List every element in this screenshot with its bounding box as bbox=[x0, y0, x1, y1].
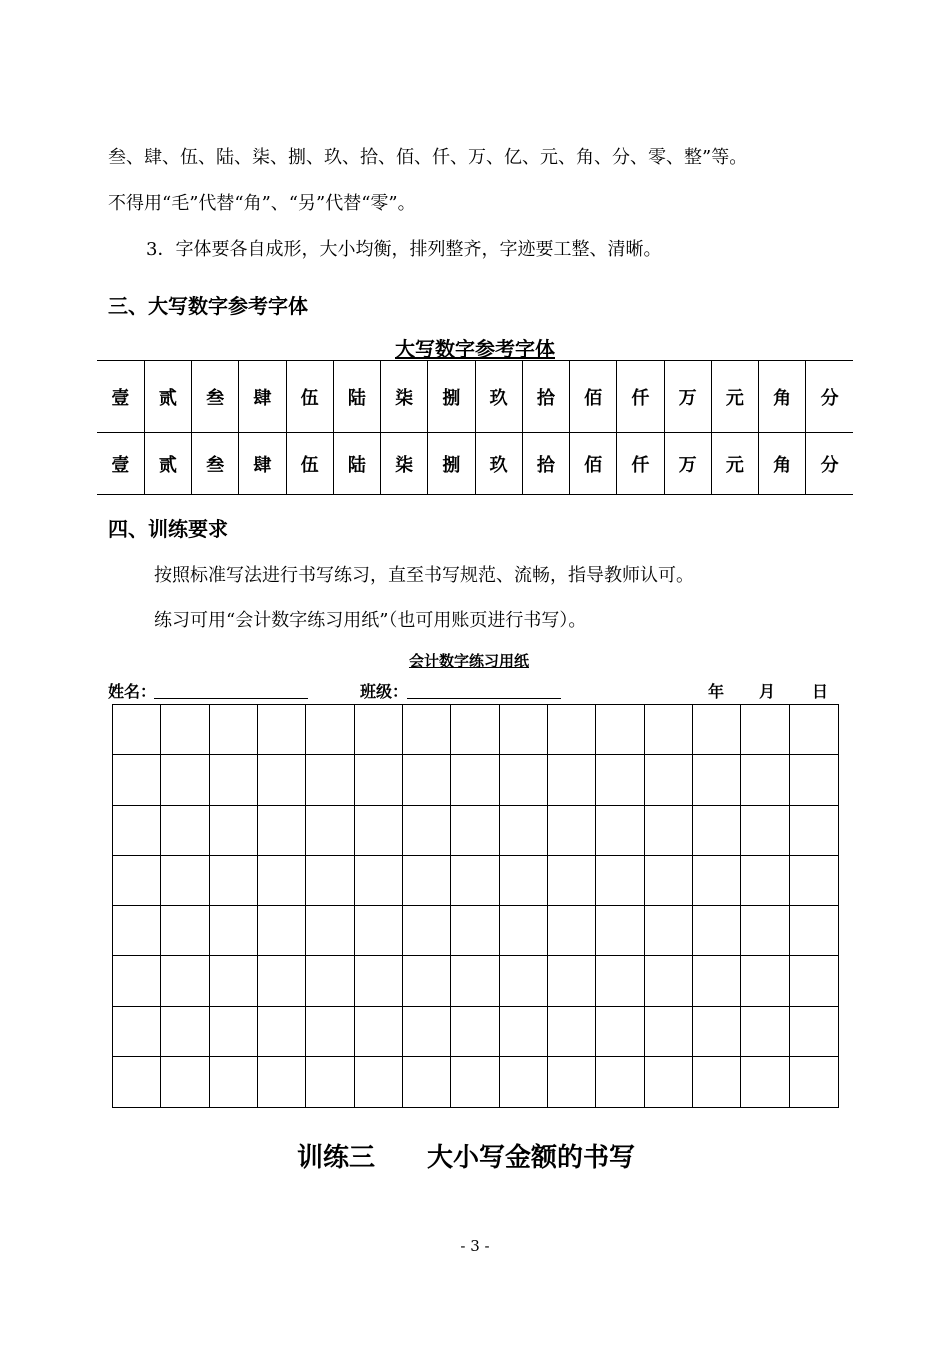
reference-char: 角 bbox=[759, 361, 806, 433]
practice-cell[interactable] bbox=[596, 956, 644, 1006]
reference-char: 万 bbox=[664, 433, 711, 495]
practice-cell[interactable] bbox=[790, 755, 838, 805]
practice-cell[interactable] bbox=[113, 1007, 161, 1057]
practice-cell[interactable] bbox=[403, 806, 451, 856]
section-3-heading: 三、大写数字参考字体 bbox=[108, 294, 308, 318]
practice-cell[interactable] bbox=[306, 956, 354, 1006]
practice-cell[interactable] bbox=[548, 705, 596, 755]
practice-cell[interactable] bbox=[451, 705, 499, 755]
practice-cell[interactable] bbox=[403, 705, 451, 755]
reference-char: 壹 bbox=[97, 433, 144, 495]
practice-cell[interactable] bbox=[355, 705, 403, 755]
practice-cell[interactable] bbox=[741, 1007, 789, 1057]
reference-char: 拾 bbox=[522, 361, 569, 433]
practice-cell[interactable] bbox=[596, 856, 644, 906]
reference-char: 元 bbox=[711, 361, 758, 433]
practice-cell[interactable] bbox=[741, 755, 789, 805]
reference-char: 分 bbox=[806, 433, 853, 495]
practice-cell[interactable] bbox=[790, 1007, 838, 1057]
reference-char: 佰 bbox=[570, 433, 617, 495]
practice-cell[interactable] bbox=[790, 806, 838, 856]
practice-cell[interactable] bbox=[451, 1007, 499, 1057]
practice-cell[interactable] bbox=[113, 806, 161, 856]
practice-cell[interactable] bbox=[258, 705, 306, 755]
practice-cell[interactable] bbox=[210, 856, 258, 906]
practice-cell[interactable] bbox=[790, 956, 838, 1006]
month-label: 月 bbox=[759, 682, 776, 701]
reference-row-1 bbox=[97, 361, 853, 433]
practice-cell[interactable] bbox=[548, 956, 596, 1006]
practice-cell[interactable] bbox=[258, 806, 306, 856]
practice-cell[interactable] bbox=[258, 906, 306, 956]
practice-cell[interactable] bbox=[790, 906, 838, 956]
practice-cell[interactable] bbox=[355, 856, 403, 906]
practice-cell[interactable] bbox=[258, 755, 306, 805]
practice-cell[interactable] bbox=[210, 1007, 258, 1057]
practice-cell[interactable] bbox=[113, 1057, 161, 1107]
paragraph-line-3: 3．字体要各自成形，大小均衡，排列整齐，字迹要工整、清晰。 bbox=[146, 239, 662, 260]
practice-cell[interactable] bbox=[500, 1057, 548, 1107]
name-label: 姓名： bbox=[108, 682, 157, 701]
paragraph-line-2: 不得用“毛”代替“角”、“另”代替“零”。 bbox=[108, 193, 416, 214]
practice-cell[interactable] bbox=[548, 1057, 596, 1107]
practice-cell[interactable] bbox=[596, 1057, 644, 1107]
practice-cell[interactable] bbox=[210, 1057, 258, 1107]
practice-cell[interactable] bbox=[790, 856, 838, 906]
practice-cell[interactable] bbox=[306, 806, 354, 856]
practice-cell[interactable] bbox=[161, 956, 209, 1006]
practice-cell[interactable] bbox=[693, 1057, 741, 1107]
reference-char: 捌 bbox=[428, 433, 475, 495]
practice-cell[interactable] bbox=[741, 956, 789, 1006]
practice-cell[interactable] bbox=[741, 856, 789, 906]
practice-cell[interactable] bbox=[451, 1057, 499, 1107]
practice-cell[interactable] bbox=[306, 705, 354, 755]
practice-cell[interactable] bbox=[403, 906, 451, 956]
practice-cell[interactable] bbox=[306, 906, 354, 956]
practice-cell[interactable] bbox=[210, 755, 258, 805]
practice-cell[interactable] bbox=[500, 755, 548, 805]
practice-cell[interactable] bbox=[355, 1057, 403, 1107]
practice-cell[interactable] bbox=[210, 906, 258, 956]
reference-char: 角 bbox=[759, 433, 806, 495]
practice-cell[interactable] bbox=[548, 806, 596, 856]
practice-cell[interactable] bbox=[355, 755, 403, 805]
practice-cell[interactable] bbox=[451, 956, 499, 1006]
practice-cell[interactable] bbox=[258, 1057, 306, 1107]
practice-cell[interactable] bbox=[693, 806, 741, 856]
section-4-paragraph-1: 按照标准写法进行书写练习，直至书写规范、流畅，指导教师认可。 bbox=[154, 565, 694, 586]
practice-sheet-title: 会计数字练习用纸 bbox=[408, 652, 529, 670]
reference-char: 佰 bbox=[570, 361, 617, 433]
practice-cell[interactable] bbox=[596, 755, 644, 805]
reference-char: 拾 bbox=[522, 433, 569, 495]
year-label: 年 bbox=[708, 682, 725, 701]
reference-char: 陆 bbox=[333, 361, 380, 433]
practice-cell[interactable] bbox=[693, 1007, 741, 1057]
reference-char: 仟 bbox=[617, 361, 664, 433]
practice-cell[interactable] bbox=[500, 806, 548, 856]
practice-cell[interactable] bbox=[500, 705, 548, 755]
practice-cell[interactable] bbox=[645, 755, 693, 805]
practice-cell[interactable] bbox=[355, 956, 403, 1006]
practice-cell[interactable] bbox=[258, 856, 306, 906]
reference-char: 叁 bbox=[192, 433, 239, 495]
practice-cell[interactable] bbox=[596, 705, 644, 755]
practice-cell[interactable] bbox=[355, 806, 403, 856]
reference-char: 肆 bbox=[239, 433, 286, 495]
practice-cell[interactable] bbox=[500, 906, 548, 956]
practice-cell[interactable] bbox=[693, 856, 741, 906]
practice-cell[interactable] bbox=[645, 1007, 693, 1057]
paragraph-line-1: 叁、肆、伍、陆、柒、捌、玖、拾、佰、仟、万、亿、元、角、分、零、整”等。 bbox=[108, 147, 748, 168]
training-3-title: 大小写金额的书写 bbox=[427, 1143, 636, 1173]
practice-cell[interactable] bbox=[451, 806, 499, 856]
practice-cell[interactable] bbox=[500, 1007, 548, 1057]
reference-char: 陆 bbox=[333, 433, 380, 495]
practice-cell[interactable] bbox=[161, 1057, 209, 1107]
practice-cell[interactable] bbox=[790, 1057, 838, 1107]
practice-cell[interactable] bbox=[306, 1057, 354, 1107]
practice-cell[interactable] bbox=[451, 856, 499, 906]
practice-cell[interactable] bbox=[741, 1057, 789, 1107]
practice-cell[interactable] bbox=[548, 856, 596, 906]
practice-cell[interactable] bbox=[741, 906, 789, 956]
practice-cell[interactable] bbox=[596, 906, 644, 956]
practice-cell[interactable] bbox=[113, 755, 161, 805]
reference-char: 肆 bbox=[239, 361, 286, 433]
practice-cell[interactable] bbox=[741, 705, 789, 755]
practice-cell[interactable] bbox=[258, 956, 306, 1006]
practice-cell[interactable] bbox=[645, 906, 693, 956]
practice-cell[interactable] bbox=[500, 856, 548, 906]
practice-cell[interactable] bbox=[113, 705, 161, 755]
reference-char: 柒 bbox=[381, 361, 428, 433]
practice-cell[interactable] bbox=[113, 906, 161, 956]
practice-cell[interactable] bbox=[210, 705, 258, 755]
practice-cell[interactable] bbox=[113, 856, 161, 906]
practice-cell[interactable] bbox=[645, 1057, 693, 1107]
practice-cell[interactable] bbox=[161, 705, 209, 755]
reference-char: 伍 bbox=[286, 361, 333, 433]
page-number: - 3 - bbox=[460, 1237, 490, 1255]
practice-cell[interactable] bbox=[403, 956, 451, 1006]
day-label: 日 bbox=[812, 682, 829, 701]
practice-cell[interactable] bbox=[645, 705, 693, 755]
practice-cell[interactable] bbox=[548, 755, 596, 805]
reference-char: 玖 bbox=[475, 361, 522, 433]
reference-chars-table bbox=[97, 360, 853, 495]
class-blank[interactable] bbox=[407, 680, 561, 699]
practice-cell[interactable] bbox=[693, 956, 741, 1006]
practice-cell[interactable] bbox=[210, 806, 258, 856]
practice-cell[interactable] bbox=[403, 1057, 451, 1107]
practice-cell[interactable] bbox=[210, 956, 258, 1006]
practice-cell[interactable] bbox=[161, 856, 209, 906]
practice-cell[interactable] bbox=[645, 806, 693, 856]
reference-char: 壹 bbox=[97, 361, 144, 433]
reference-row-2 bbox=[97, 433, 853, 495]
training-3-label: 训练三 bbox=[297, 1143, 376, 1173]
reference-char: 仟 bbox=[617, 433, 664, 495]
practice-cell[interactable] bbox=[403, 1007, 451, 1057]
reference-char: 捌 bbox=[428, 361, 475, 433]
practice-cell[interactable] bbox=[693, 906, 741, 956]
practice-cell[interactable] bbox=[500, 956, 548, 1006]
practice-cell[interactable] bbox=[113, 956, 161, 1006]
reference-char: 分 bbox=[806, 361, 853, 433]
reference-char: 贰 bbox=[144, 361, 191, 433]
practice-cell[interactable] bbox=[161, 1007, 209, 1057]
reference-char: 叁 bbox=[192, 361, 239, 433]
class-label: 班级： bbox=[360, 682, 409, 701]
practice-cell[interactable] bbox=[693, 705, 741, 755]
reference-char: 元 bbox=[711, 433, 758, 495]
practice-cell[interactable] bbox=[596, 806, 644, 856]
practice-cell[interactable] bbox=[161, 906, 209, 956]
practice-cell[interactable] bbox=[258, 1007, 306, 1057]
reference-char: 贰 bbox=[144, 433, 191, 495]
practice-cell[interactable] bbox=[741, 806, 789, 856]
practice-cell[interactable] bbox=[645, 856, 693, 906]
practice-cell[interactable] bbox=[306, 1007, 354, 1057]
practice-cell[interactable] bbox=[548, 1007, 596, 1057]
reference-char: 柒 bbox=[381, 433, 428, 495]
practice-cell[interactable] bbox=[161, 806, 209, 856]
practice-grid bbox=[112, 704, 839, 1108]
practice-cell[interactable] bbox=[790, 705, 838, 755]
practice-cell[interactable] bbox=[161, 755, 209, 805]
practice-cell[interactable] bbox=[306, 755, 354, 805]
section-4-heading: 四、训练要求 bbox=[108, 517, 228, 541]
practice-cell[interactable] bbox=[451, 906, 499, 956]
practice-cell[interactable] bbox=[596, 1007, 644, 1057]
reference-char: 玖 bbox=[475, 433, 522, 495]
practice-cell[interactable] bbox=[355, 906, 403, 956]
reference-table-title: 大写数字参考字体 bbox=[395, 337, 555, 361]
reference-char: 万 bbox=[664, 361, 711, 433]
practice-cell[interactable] bbox=[403, 755, 451, 805]
practice-cell[interactable] bbox=[693, 755, 741, 805]
name-blank[interactable] bbox=[154, 680, 308, 699]
reference-char: 伍 bbox=[286, 433, 333, 495]
practice-cell[interactable] bbox=[548, 906, 596, 956]
section-4-paragraph-2: 练习可用“会计数字练习用纸”（也可用账页进行书写）。 bbox=[154, 610, 587, 631]
practice-cell[interactable] bbox=[451, 755, 499, 805]
practice-cell[interactable] bbox=[403, 856, 451, 906]
practice-cell[interactable] bbox=[306, 856, 354, 906]
practice-cell[interactable] bbox=[355, 1007, 403, 1057]
practice-cell[interactable] bbox=[645, 956, 693, 1006]
